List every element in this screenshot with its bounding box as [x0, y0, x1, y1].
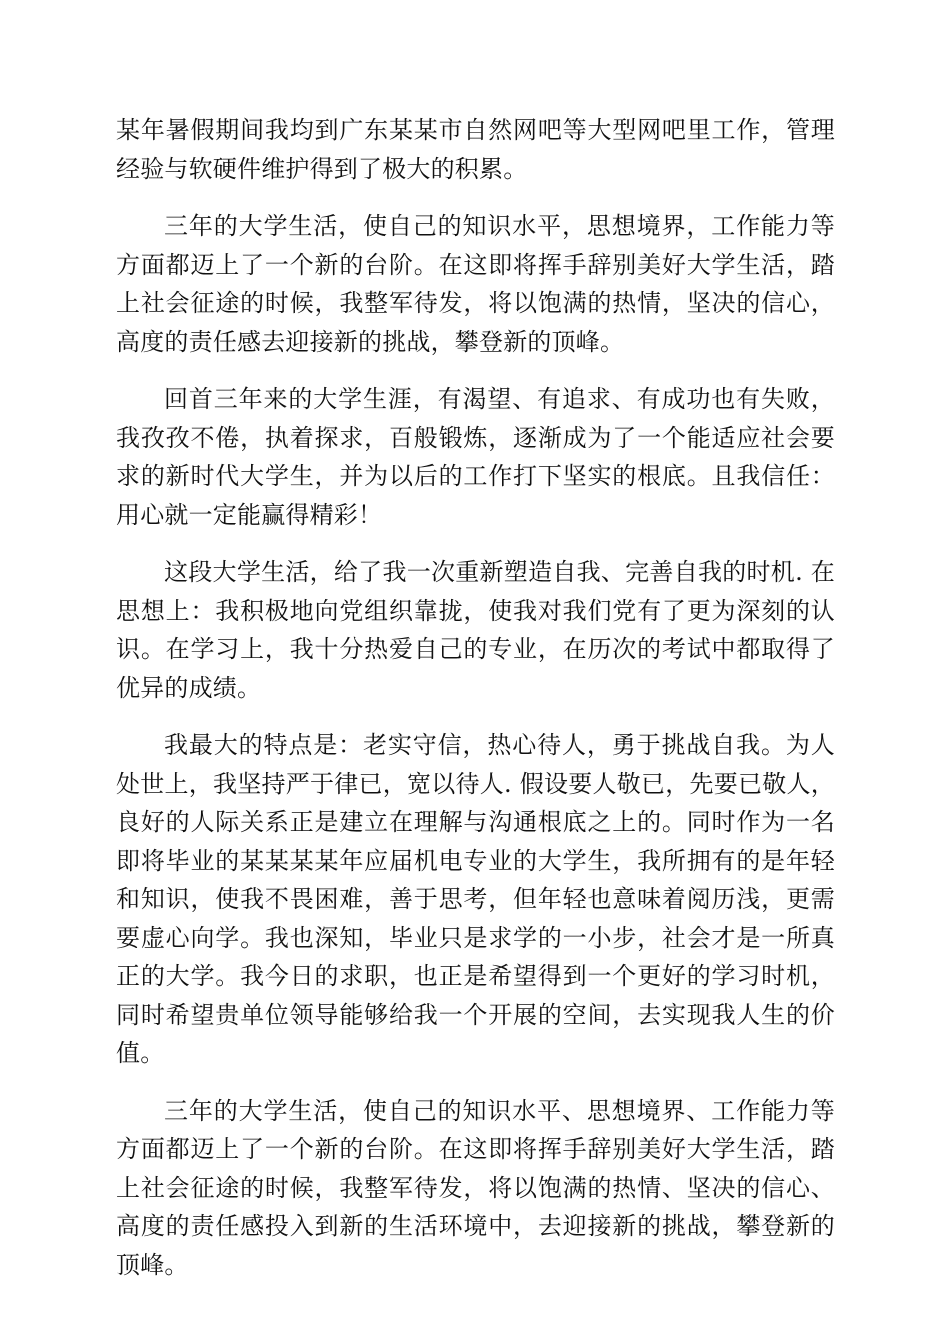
- paragraph-4: 这段大学生活，给了我一次重新塑造自我、完善自我的时机. 在思想上：我积极地向党组织靠拢，使我对我们党有了更为深刻的认识。在学习上，我十分热爱自己的专业，在历次的考试中都取得了优异的成绩。: [116, 558, 835, 702]
- paragraph-2: 三年的大学生活，使自己的知识水平，思想境界，工作能力等方面都迈上了一个新的台阶。在这即将挥手辞别美好大学生活，踏上社会征途的时候，我整军待发，将以饱满的热情，坚决的信心，高度的责任感去迎接新的挑战，攀登新的顶峰。: [116, 212, 835, 356]
- document-body: [116, 111, 835, 1303]
- paragraph-5: 我最大的特点是：老实守信，热心待人，勇于挑战自我。为人处世上，我坚持严于律已，宽以待人. 假设要人敬已，先要已敬人，良好的人际关系正是建立在理解与沟通根底之上的。同时作为一名即将毕业的某某某某年应届机电专业的大学生，我所拥有的是年轻和知识，使我不畏困难，善于思考，但年轻也意味着阅历浅，更需要虚心向学。我也深知，毕业只是求学的一小步，社会才是一所真正的大学。我今日的求职，也正是希望得到一个更好的学习时机，同时希望贵单位领导能够给我一个开展的空间，去实现我人生的价值。: [116, 731, 835, 1067]
- paragraph-1: 某年暑假期间我均到广东某某市自然网吧等大型网吧里工作，管理经验与软硬件维护得到了极大的积累。: [116, 116, 835, 183]
- paragraph-6: 三年的大学生活，使自己的知识水平、思想境界、工作能力等方面都迈上了一个新的台阶。在这即将挥手辞别美好大学生活，踏上社会征途的时候，我整军待发，将以饱满的热情、坚决的信心、高度的责任感投入到新的生活环境中，去迎接新的挑战，攀登新的顶峰。: [116, 1096, 835, 1279]
- paragraph-3: 回首三年来的大学生涯，有渴望、有追求、有成功也有失败，我孜孜不倦，执着探求，百般锻炼，逐渐成为了一个能适应社会要求的新时代大学生，并为以后的工作打下坚实的根底。且我信任：用心就一定能赢得精彩！: [116, 385, 835, 529]
